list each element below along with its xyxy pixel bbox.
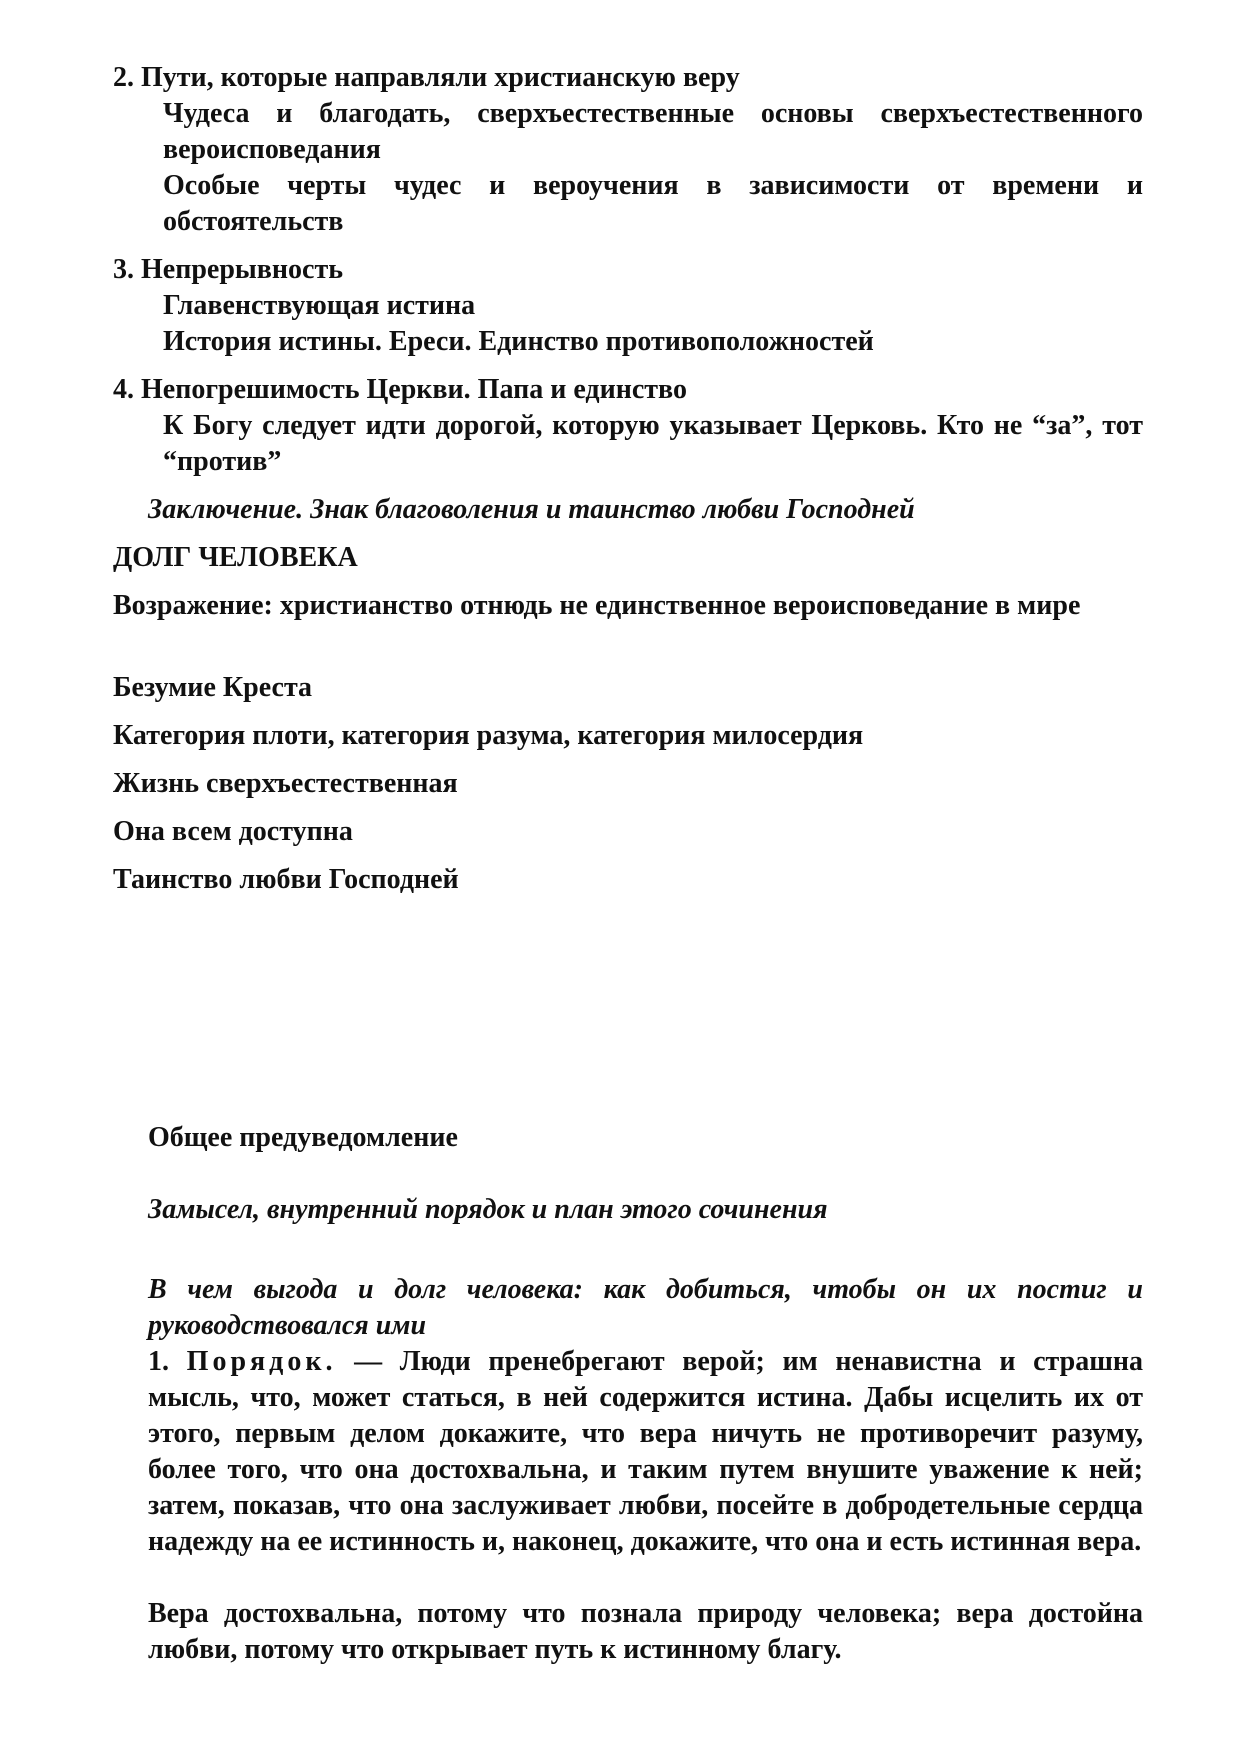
section-3-item-1: Главенствующая истина — [163, 290, 476, 321]
duty-item-6: Таинство любви Господней — [113, 864, 459, 895]
paragraph-1-number: 1. — [148, 1346, 169, 1377]
preface-subtitle: Замысел, внутренний порядок и план этого сочинения — [148, 1194, 828, 1225]
section-2-item-2: Особые черты чудес и вероучения в зависимости от времени и обстоятельств — [163, 170, 1143, 237]
duty-item-3: Категория плоти, категория разума, категория милосердия — [113, 720, 864, 751]
duty-item-1: Возражение: христианство отнюдь не единственное вероисповедание в мире — [113, 590, 1081, 621]
section-3-heading: 3. Непрерывность — [113, 254, 344, 285]
section-4-item-1: К Богу следует идти дорогой, которую указывает Церковь. Кто не “за”, тот “против” — [163, 410, 1143, 477]
section-4-heading: 4. Непогрешимость Церкви. Папа и единство — [113, 374, 687, 405]
duty-item-2: Безумие Креста — [113, 672, 313, 703]
section-2-heading: 2. Пути, которые направляли христианскую веру — [113, 62, 740, 93]
section-3-item-2: История истины. Ереси. Единство противоположностей — [163, 326, 874, 357]
paragraph-1-text: — Люди пренебрегают верой; им ненавистна и страшна мысль, что, может статься, в ней содержится истина. Дабы исцелить их от этого, первым делом докажите, что вера ничуть не противоречит разуму, более того, что она достохвальна, и таким путем внушите уважение к ней; затем, показав, что она заслуживает любви, посейте в добродетельные сердца надежду на ее истинность и, наконец, докажите, что она и есть истинная вера. — [148, 1346, 1143, 1557]
preface-title: Общее предуведомление — [148, 1122, 458, 1153]
duty-heading: ДОЛГ ЧЕЛОВЕКА — [113, 542, 358, 573]
duty-item-5: Она всем доступна — [113, 816, 353, 847]
paragraph-1-keyword: Порядок. — [186, 1346, 337, 1377]
conclusion-line: Заключение. Знак благоволения и таинство любви Господней — [148, 494, 915, 525]
preface-question: В чем выгода и долг человека: как добиться, чтобы он их постиг и руководствовался ими — [148, 1274, 1143, 1341]
section-2-item-1: Чудеса и благодать, сверхъестественные основы сверхъестественного вероисповедания — [163, 98, 1143, 165]
duty-item-4: Жизнь сверхъестественная — [113, 768, 458, 799]
paragraph-2: Вера достохвальна, потому что познала природу человека; вера достойна любви, потому что открывает путь к истинному благу. — [148, 1598, 1143, 1665]
paragraph-1 — [148, 1344, 1143, 1560]
